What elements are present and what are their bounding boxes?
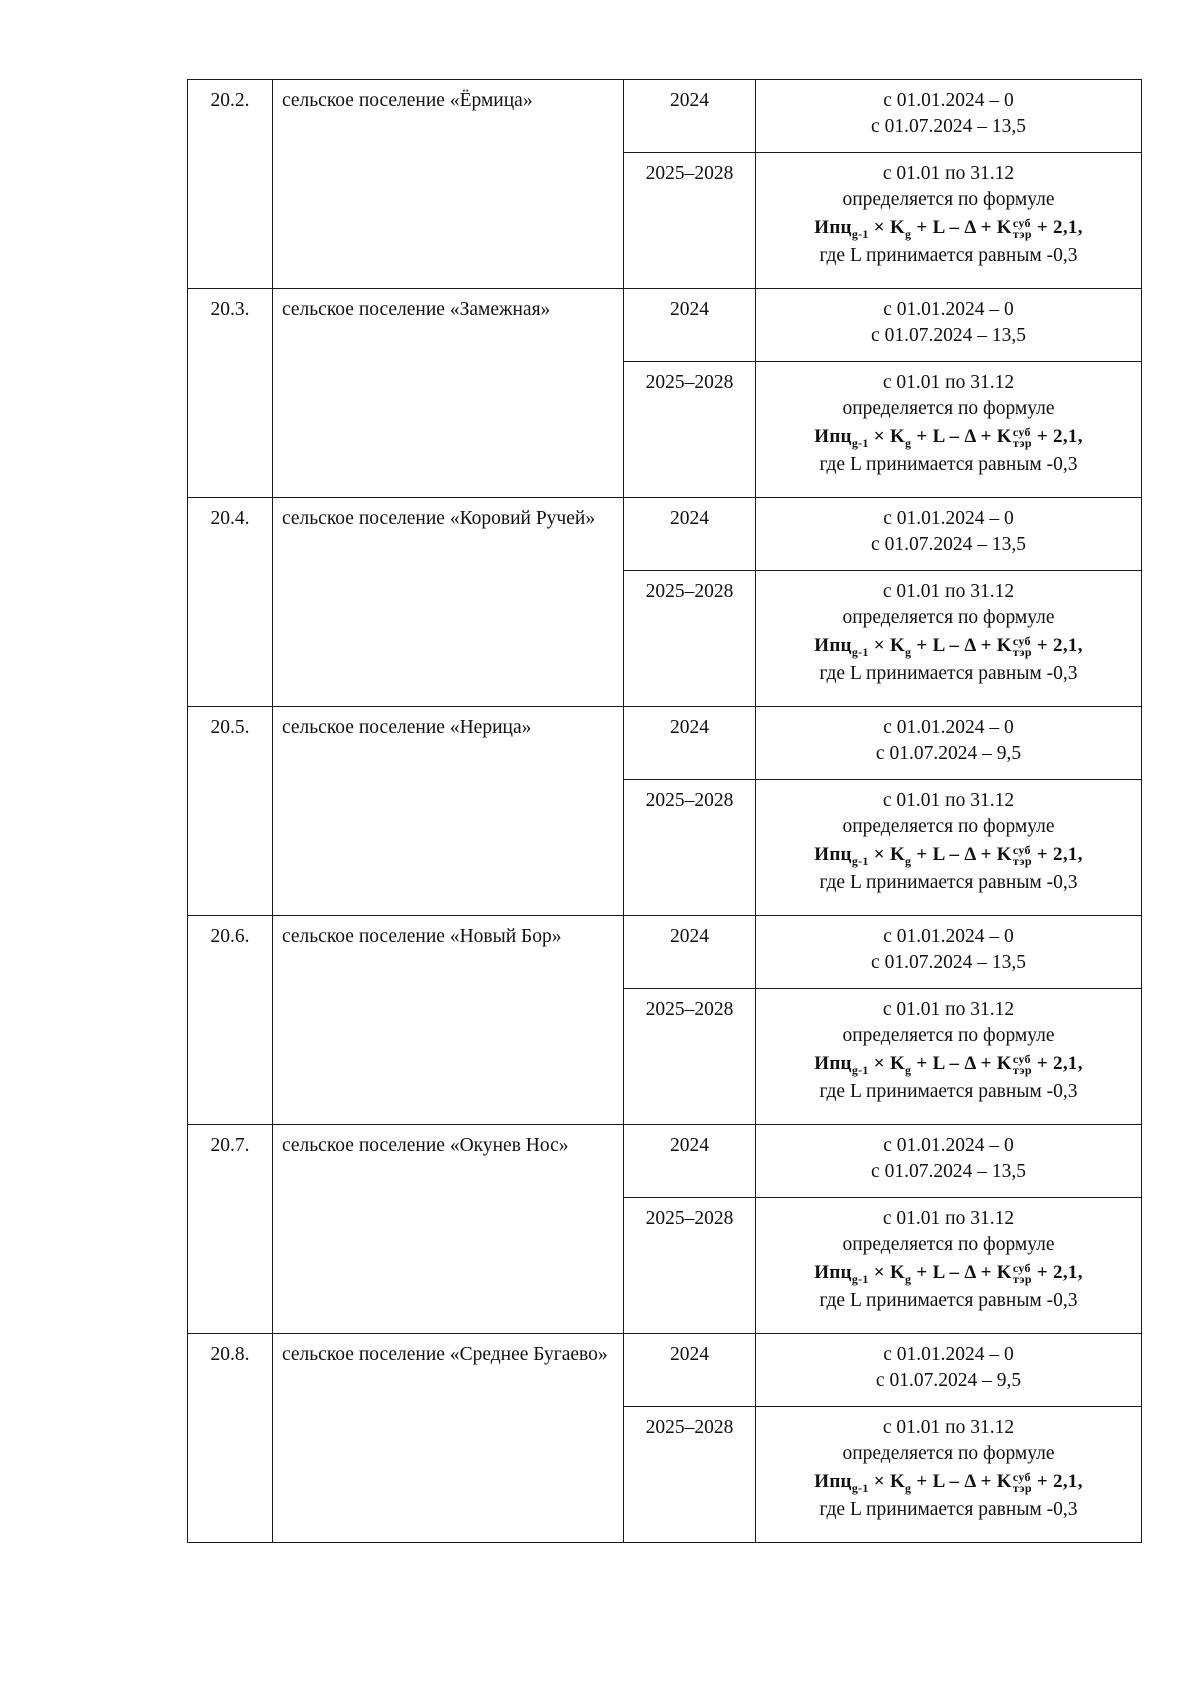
formula-sup: суб bbox=[1012, 633, 1031, 648]
value-line-1: с 01.01.2024 – 0 bbox=[883, 508, 1014, 529]
where-text: где L принимается равным -0,3 bbox=[819, 1499, 1078, 1520]
determined-text: определяется по формуле bbox=[842, 1443, 1055, 1464]
formula-sub-ter: тэр bbox=[1012, 226, 1032, 241]
where-text: где L принимается равным -0,3 bbox=[819, 1290, 1078, 1311]
table-row bbox=[188, 289, 1142, 362]
year-cell-2024: 2024 bbox=[624, 916, 756, 989]
formula bbox=[756, 1049, 1141, 1079]
determined-text: определяется по формуле bbox=[842, 398, 1055, 419]
formula-sub-ter: тэр bbox=[1012, 644, 1032, 659]
formula-sup-sub bbox=[1012, 842, 1032, 868]
year-cell-2024: 2024 bbox=[624, 1334, 756, 1407]
formula-sub-g-1: g-1 bbox=[851, 1271, 869, 1286]
formula-end: + 2,1, bbox=[1031, 426, 1083, 447]
formula-mid: + L – Δ + K bbox=[911, 217, 1012, 238]
settlement-name: сельское поселение «Замежная» bbox=[273, 289, 624, 498]
formula-times: × K bbox=[868, 635, 906, 656]
formula-sup: суб bbox=[1012, 1051, 1031, 1066]
row-number: 20.6. bbox=[188, 916, 273, 1125]
formula-times: × K bbox=[868, 1471, 906, 1492]
row-number: 20.5. bbox=[188, 707, 273, 916]
value-line-2: с 01.07.2024 – 9,5 bbox=[875, 743, 1022, 764]
formula-times: × K bbox=[868, 1053, 906, 1074]
formula-end: + 2,1, bbox=[1031, 1262, 1083, 1283]
formula-sup-sub bbox=[1012, 424, 1032, 450]
year-cell-range: 2025–2028 bbox=[624, 1198, 756, 1334]
formula-sup-sub bbox=[1012, 1051, 1032, 1077]
formula-sup: суб bbox=[1012, 424, 1031, 439]
period-text: с 01.01 по 31.12 bbox=[882, 163, 1015, 184]
formula-sub-ter: тэр bbox=[1012, 1271, 1032, 1286]
period-text: с 01.01 по 31.12 bbox=[882, 1208, 1015, 1229]
formula-mid: + L – Δ + K bbox=[911, 844, 1012, 865]
value-line-1: с 01.01.2024 – 0 bbox=[883, 299, 1014, 320]
value-line-2: с 01.07.2024 – 13,5 bbox=[871, 952, 1026, 973]
row-number: 20.8. bbox=[188, 1334, 273, 1543]
formula-sup: суб bbox=[1012, 1469, 1031, 1484]
period-text: с 01.01 по 31.12 bbox=[882, 999, 1015, 1020]
formula-end: + 2,1, bbox=[1031, 1471, 1083, 1492]
settlement-name: сельское поселение «Окунев Нос» bbox=[273, 1125, 624, 1334]
formula-base: Ипц bbox=[814, 217, 852, 238]
formula-cell bbox=[756, 1407, 1142, 1543]
settlement-name: сельское поселение «Коровий Ручей» bbox=[273, 498, 624, 707]
determined-text: определяется по формуле bbox=[842, 189, 1055, 210]
formula-end: + 2,1, bbox=[1031, 1053, 1083, 1074]
value-cell-2024 bbox=[756, 289, 1142, 362]
value-line-1: с 01.01.2024 – 0 bbox=[883, 90, 1014, 111]
year-cell-2024: 2024 bbox=[624, 1125, 756, 1198]
formula-base: Ипц bbox=[814, 1262, 852, 1283]
year-cell-2024: 2024 bbox=[624, 289, 756, 362]
formula-end: + 2,1, bbox=[1031, 217, 1083, 238]
formula-sub-g: g bbox=[905, 1062, 912, 1077]
value-line-2: с 01.07.2024 – 13,5 bbox=[871, 534, 1026, 555]
table-row bbox=[188, 1334, 1142, 1407]
year-cell-2024: 2024 bbox=[624, 498, 756, 571]
row-number: 20.4. bbox=[188, 498, 273, 707]
settlement-name: сельское поселение «Ёрмица» bbox=[273, 80, 624, 289]
value-line-2: с 01.07.2024 – 13,5 bbox=[871, 325, 1026, 346]
formula-sup: суб bbox=[1012, 1260, 1031, 1275]
formula-mid: + L – Δ + K bbox=[911, 426, 1012, 447]
value-line-2: с 01.07.2024 – 9,5 bbox=[875, 1370, 1022, 1391]
tariff-table bbox=[187, 79, 1142, 1543]
formula-base: Ипц bbox=[814, 844, 852, 865]
value-line-1: с 01.01.2024 – 0 bbox=[883, 717, 1014, 738]
formula-end: + 2,1, bbox=[1031, 635, 1083, 656]
formula-end: + 2,1, bbox=[1031, 844, 1083, 865]
determined-text: определяется по формуле bbox=[842, 1234, 1055, 1255]
row-number: 20.2. bbox=[188, 80, 273, 289]
where-text: где L принимается равным -0,3 bbox=[819, 245, 1078, 266]
table-row bbox=[188, 498, 1142, 571]
formula-base: Ипц bbox=[814, 1053, 852, 1074]
formula-times: × K bbox=[868, 1262, 906, 1283]
formula-cell bbox=[756, 780, 1142, 916]
value-line-1: с 01.01.2024 – 0 bbox=[883, 926, 1014, 947]
value-cell-2024 bbox=[756, 1125, 1142, 1198]
period-text: с 01.01 по 31.12 bbox=[882, 790, 1015, 811]
formula-sup: суб bbox=[1012, 842, 1031, 857]
formula-sup-sub bbox=[1012, 1260, 1032, 1286]
formula-sub-g: g bbox=[905, 1271, 912, 1286]
value-cell-2024 bbox=[756, 1334, 1142, 1407]
tariff-table-body bbox=[188, 80, 1142, 1543]
formula-sup-sub bbox=[1012, 215, 1032, 241]
formula-times: × K bbox=[868, 217, 906, 238]
formula-mid: + L – Δ + K bbox=[911, 1053, 1012, 1074]
where-text: где L принимается равным -0,3 bbox=[819, 454, 1078, 475]
formula-sub-g: g bbox=[905, 644, 912, 659]
formula bbox=[756, 840, 1141, 870]
period-text: с 01.01 по 31.12 bbox=[882, 581, 1015, 602]
table-row bbox=[188, 1125, 1142, 1198]
row-number: 20.3. bbox=[188, 289, 273, 498]
year-cell-range: 2025–2028 bbox=[624, 153, 756, 289]
value-cell-2024 bbox=[756, 916, 1142, 989]
formula-sub-ter: тэр bbox=[1012, 1062, 1032, 1077]
determined-text: определяется по формуле bbox=[842, 816, 1055, 837]
formula-cell bbox=[756, 571, 1142, 707]
formula-mid: + L – Δ + K bbox=[911, 1262, 1012, 1283]
settlement-name: сельское поселение «Нерица» bbox=[273, 707, 624, 916]
settlement-name: сельское поселение «Новый Бор» bbox=[273, 916, 624, 1125]
formula-sub-g-1: g-1 bbox=[851, 1062, 869, 1077]
year-cell-range: 2025–2028 bbox=[624, 989, 756, 1125]
formula-sup-sub bbox=[1012, 1469, 1032, 1495]
determined-text: определяется по формуле bbox=[842, 1025, 1055, 1046]
period-text: с 01.01 по 31.12 bbox=[882, 1417, 1015, 1438]
formula-sup: суб bbox=[1012, 215, 1031, 230]
year-cell-2024: 2024 bbox=[624, 707, 756, 780]
formula bbox=[756, 631, 1141, 661]
formula-sub-g-1: g-1 bbox=[851, 435, 869, 450]
period-text: с 01.01 по 31.12 bbox=[882, 372, 1015, 393]
settlement-name: сельское поселение «Среднее Бугаево» bbox=[273, 1334, 624, 1543]
where-text: где L принимается равным -0,3 bbox=[819, 663, 1078, 684]
formula-sup-sub bbox=[1012, 633, 1032, 659]
formula-sub-g: g bbox=[905, 1480, 912, 1495]
where-text: где L принимается равным -0,3 bbox=[819, 872, 1078, 893]
table-row bbox=[188, 707, 1142, 780]
year-cell-range: 2025–2028 bbox=[624, 1407, 756, 1543]
formula-times: × K bbox=[868, 426, 906, 447]
formula-sub-g-1: g-1 bbox=[851, 226, 869, 241]
formula-base: Ипц bbox=[814, 426, 852, 447]
formula-sub-g-1: g-1 bbox=[851, 1480, 869, 1495]
formula-base: Ипц bbox=[814, 1471, 852, 1492]
formula-sub-g: g bbox=[905, 853, 912, 868]
table-row bbox=[188, 916, 1142, 989]
value-line-1: с 01.01.2024 – 0 bbox=[883, 1135, 1014, 1156]
formula-base: Ипц bbox=[814, 635, 852, 656]
formula-cell bbox=[756, 1198, 1142, 1334]
value-line-2: с 01.07.2024 – 13,5 bbox=[871, 116, 1026, 137]
formula bbox=[756, 1258, 1141, 1288]
formula bbox=[756, 213, 1141, 243]
formula-sub-g: g bbox=[905, 435, 912, 450]
formula-cell bbox=[756, 153, 1142, 289]
formula-cell bbox=[756, 362, 1142, 498]
where-text: где L принимается равным -0,3 bbox=[819, 1081, 1078, 1102]
formula-sub-ter: тэр bbox=[1012, 853, 1032, 868]
table-row bbox=[188, 80, 1142, 153]
year-cell-range: 2025–2028 bbox=[624, 362, 756, 498]
value-cell-2024 bbox=[756, 80, 1142, 153]
year-cell-2024: 2024 bbox=[624, 80, 756, 153]
value-line-2: с 01.07.2024 – 13,5 bbox=[871, 1161, 1026, 1182]
formula-sub-g-1: g-1 bbox=[851, 644, 869, 659]
value-cell-2024 bbox=[756, 707, 1142, 780]
determined-text: определяется по формуле bbox=[842, 607, 1055, 628]
formula-cell bbox=[756, 989, 1142, 1125]
year-cell-range: 2025–2028 bbox=[624, 780, 756, 916]
formula-times: × K bbox=[868, 844, 906, 865]
formula bbox=[756, 1467, 1141, 1497]
formula-sub-g: g bbox=[905, 226, 912, 241]
year-cell-range: 2025–2028 bbox=[624, 571, 756, 707]
formula-mid: + L – Δ + K bbox=[911, 635, 1012, 656]
formula bbox=[756, 422, 1141, 452]
value-cell-2024 bbox=[756, 498, 1142, 571]
formula-sub-ter: тэр bbox=[1012, 435, 1032, 450]
formula-sub-g-1: g-1 bbox=[851, 853, 869, 868]
value-line-1: с 01.01.2024 – 0 bbox=[883, 1344, 1014, 1365]
formula-sub-ter: тэр bbox=[1012, 1480, 1032, 1495]
formula-mid: + L – Δ + K bbox=[911, 1471, 1012, 1492]
row-number: 20.7. bbox=[188, 1125, 273, 1334]
